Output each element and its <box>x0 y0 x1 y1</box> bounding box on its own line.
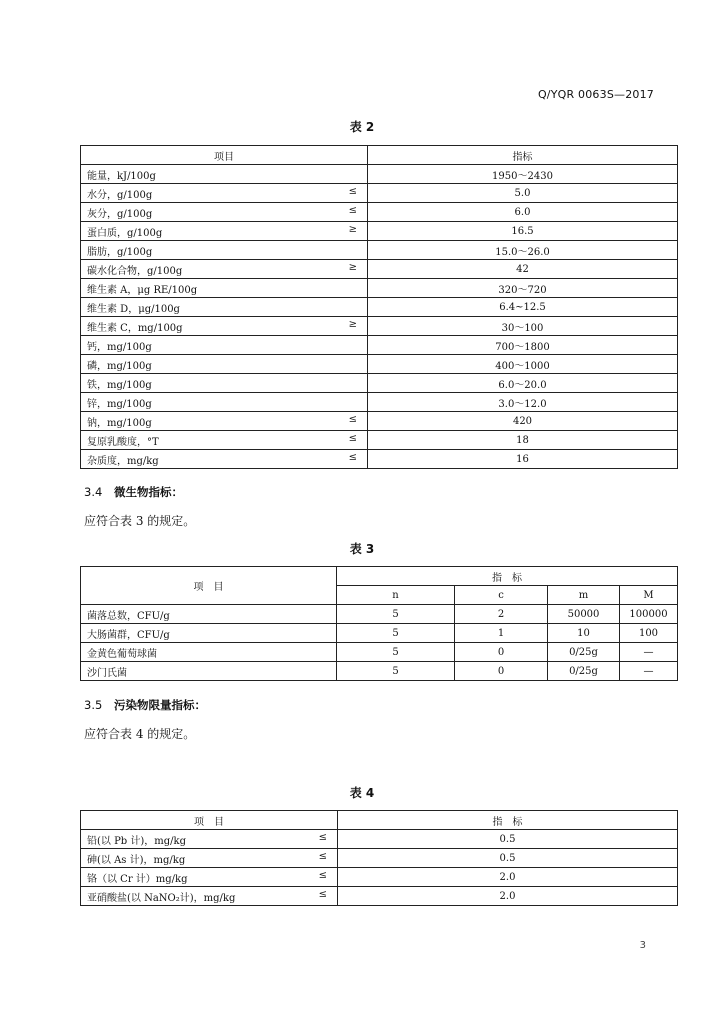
table3-c-value: 1 <box>455 624 548 643</box>
table2-item-cell <box>81 165 368 184</box>
table2-item-cell <box>81 431 368 450</box>
table4-symbol: ≤ <box>318 831 327 843</box>
table2-header-item: 项目 <box>81 146 368 165</box>
table2-value: 16 <box>368 450 678 469</box>
table2-item-cell <box>81 222 368 241</box>
table2-caption: 表 2 <box>349 120 375 134</box>
table2-value: 3.0～12.0 <box>368 393 678 412</box>
table4-row <box>81 887 678 906</box>
table2-value: 400～1000 <box>368 355 678 374</box>
table2-value: 6.0～20.0 <box>368 374 678 393</box>
table2-row <box>81 317 678 336</box>
table3-row <box>81 605 678 624</box>
table4-row <box>81 868 678 887</box>
table2-item: 灰分，g/100g <box>87 208 153 220</box>
table3-caption: 表 3 <box>349 542 375 556</box>
table2-item: 脂肪，g/100g <box>87 246 153 258</box>
table4-item-cell <box>81 868 338 887</box>
table3-M-value: — <box>620 643 678 662</box>
table3-n-value: 5 <box>337 605 455 624</box>
table2-value: 5.0 <box>368 184 678 203</box>
table3-row <box>81 624 678 643</box>
table2-item: 杂质度，mg/kg <box>87 455 159 467</box>
table2-symbol: ≤ <box>348 185 357 197</box>
table2-value: 6.0 <box>368 203 678 222</box>
table2-item: 锌，mg/100g <box>87 398 152 410</box>
table4-item-cell <box>81 849 338 868</box>
table3 <box>80 566 678 681</box>
section-3-4-body: 应符合表 3 的规定。 <box>84 514 196 528</box>
table2-item: 能量，kJ/100g <box>87 170 156 182</box>
table2-item-cell <box>81 279 368 298</box>
table2-item-cell <box>81 393 368 412</box>
table2-item: 铁，mg/100g <box>87 379 152 391</box>
table3-c-value: 2 <box>455 605 548 624</box>
table4-symbol: ≤ <box>318 869 327 881</box>
section-3-4-number: 3.4 <box>84 485 103 499</box>
document-id: Q/YQR 0063S—2017 <box>537 88 654 101</box>
table3-m-value: 0/25g <box>548 662 620 681</box>
table4-header-value: 指 标 <box>338 811 678 830</box>
table2-row <box>81 260 678 279</box>
table3-m-value: 10 <box>548 624 620 643</box>
section-3-5-title: 污染物限量指标： <box>114 698 206 712</box>
table2-item-cell <box>81 336 368 355</box>
table2-item-cell <box>81 203 368 222</box>
table2-row <box>81 222 678 241</box>
table4-value: 2.0 <box>338 887 678 906</box>
section-3-4-heading <box>84 484 183 500</box>
table2-item: 蛋白质，g/100g <box>87 227 163 239</box>
section-3-5-body: 应符合表 4 的规定。 <box>84 727 196 741</box>
table2-value: 6.4~12.5 <box>368 298 678 317</box>
table2-row <box>81 298 678 317</box>
table2-item-cell <box>81 317 368 336</box>
section-3-5-number: 3.5 <box>84 698 103 712</box>
table2-header-row <box>81 146 678 165</box>
table3-m-value: 50000 <box>548 605 620 624</box>
table2-symbol: ≤ <box>348 413 357 425</box>
table2-value: 42 <box>368 260 678 279</box>
table4-row <box>81 849 678 868</box>
table3-c-value: 0 <box>455 662 548 681</box>
table4-item: 砷(以 As 计)，mg/kg <box>87 854 186 866</box>
table4-symbol: ≤ <box>318 888 327 900</box>
table3-header-c: c <box>455 586 548 605</box>
table2-value: 18 <box>368 431 678 450</box>
table2-item-cell <box>81 241 368 260</box>
table3-n-value: 5 <box>337 624 455 643</box>
table2-row <box>81 203 678 222</box>
table4-item: 亚硝酸盐(以 NaNO₂计)，mg/kg <box>87 892 236 904</box>
table3-item: 沙门氏菌 <box>81 662 337 681</box>
table4-item-cell <box>81 830 338 849</box>
table2-value: 1950～2430 <box>368 165 678 184</box>
table3-n-value: 5 <box>337 643 455 662</box>
table2-row <box>81 336 678 355</box>
table4-value: 0.5 <box>338 849 678 868</box>
table2-item: 维生素 C，mg/100g <box>87 322 183 334</box>
table2-symbol: ≤ <box>348 451 357 463</box>
table3-header-item: 项 目 <box>81 567 337 605</box>
table2-item-cell <box>81 298 368 317</box>
table2-row <box>81 412 678 431</box>
table2-symbol: ≤ <box>348 432 357 444</box>
table3-body <box>81 605 678 681</box>
table2-value: 30～100 <box>368 317 678 336</box>
table2-item: 钙，mg/100g <box>87 341 152 353</box>
table3-row <box>81 643 678 662</box>
table2-item: 碳水化合物，g/100g <box>87 265 183 277</box>
table2-symbol: ≥ <box>348 261 357 273</box>
table2-symbol: ≥ <box>348 318 357 330</box>
table2-item-cell <box>81 412 368 431</box>
table3-M-value: 100000 <box>620 605 678 624</box>
table2-row <box>81 241 678 260</box>
table2-item-cell <box>81 184 368 203</box>
table3-row <box>81 662 678 681</box>
table2-item: 维生素 A，μg RE/100g <box>87 284 198 296</box>
table2-item-cell <box>81 374 368 393</box>
table2-value: 420 <box>368 412 678 431</box>
table2-body <box>81 165 678 469</box>
table2-row <box>81 450 678 469</box>
table2-item-cell <box>81 450 368 469</box>
table3-header-m: m <box>548 586 620 605</box>
table2-item: 水分，g/100g <box>87 189 153 201</box>
table3-m-value: 0/25g <box>548 643 620 662</box>
table2-item: 磷，mg/100g <box>87 360 152 372</box>
table2-header-value: 指标 <box>368 146 678 165</box>
table2-value: 15.0～26.0 <box>368 241 678 260</box>
table2-item: 钠，mg/100g <box>87 417 152 429</box>
table4-row <box>81 830 678 849</box>
table2-value: 320～720 <box>368 279 678 298</box>
table3-item: 大肠菌群，CFU/g <box>81 624 337 643</box>
table4-item: 铅(以 Pb 计)，mg/kg <box>87 835 187 847</box>
section-3-5-heading <box>84 697 206 713</box>
table4-header-row <box>81 811 678 830</box>
table3-item: 菌落总数，CFU/g <box>81 605 337 624</box>
table4 <box>80 810 678 906</box>
table4-caption: 表 4 <box>349 786 375 800</box>
table3-M-value: — <box>620 662 678 681</box>
table3-header-index: 指 标 <box>337 567 678 586</box>
table4-item: 铬（以 Cr 计）mg/kg <box>87 873 188 885</box>
table2-symbol: ≥ <box>348 223 357 235</box>
table2-row <box>81 355 678 374</box>
table2-row <box>81 393 678 412</box>
table2-symbol: ≤ <box>348 204 357 216</box>
table4-symbol: ≤ <box>318 850 327 862</box>
table3-c-value: 0 <box>455 643 548 662</box>
table2 <box>80 145 678 469</box>
table2-row <box>81 374 678 393</box>
table3-M-value: 100 <box>620 624 678 643</box>
table4-item-cell <box>81 887 338 906</box>
table2-row <box>81 431 678 450</box>
table2-row <box>81 279 678 298</box>
table2-item-cell <box>81 355 368 374</box>
section-3-4-title: 微生物指标： <box>114 485 183 499</box>
table3-header-row-1 <box>81 567 678 586</box>
table2-value: 700～1800 <box>368 336 678 355</box>
table2-row <box>81 184 678 203</box>
table4-body <box>81 830 678 906</box>
table2-item: 维生素 D，μg/100g <box>87 303 180 315</box>
table3-header-M: M <box>620 586 678 605</box>
table3-n-value: 5 <box>337 662 455 681</box>
table4-value: 2.0 <box>338 868 678 887</box>
table3-header-n: n <box>337 586 455 605</box>
page-number: 3 <box>639 940 646 951</box>
table2-value: 16.5 <box>368 222 678 241</box>
table2-row <box>81 165 678 184</box>
table4-header-item: 项 目 <box>81 811 338 830</box>
table2-item-cell <box>81 260 368 279</box>
table4-value: 0.5 <box>338 830 678 849</box>
table2-item: 复原乳酸度，°T <box>87 436 159 448</box>
table3-item: 金黄色葡萄球菌 <box>81 643 337 662</box>
